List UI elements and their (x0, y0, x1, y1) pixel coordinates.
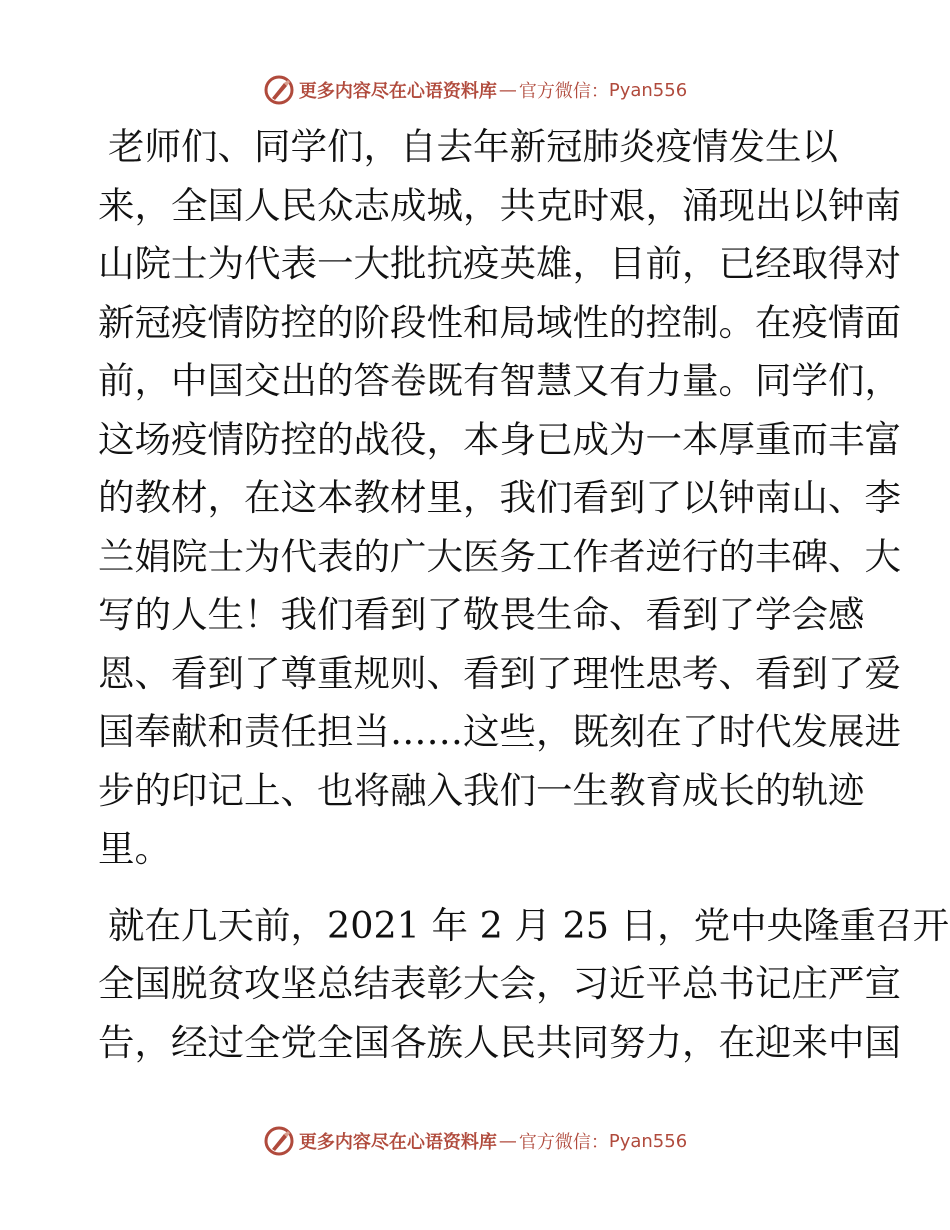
text-line: 步的印记上、也将融入我们一生教育成长的轨迹 (98, 768, 865, 812)
paragraph (98, 124, 901, 885)
text-line: 里。 (98, 827, 171, 870)
watermark-separator: — (498, 79, 517, 101)
footer-watermark (0, 1123, 950, 1159)
watermark-separator: — (498, 1130, 517, 1152)
text-line: 的教材，在这本教材里，我们看到了以钟南山、李 (98, 476, 901, 519)
paragraph (98, 903, 950, 1079)
text-line: 山院士为代表一大批抗疫英雄，目前，已经取得对 (98, 242, 901, 285)
text-line: 老师们、同学们，自去年新冠肺炎疫情发生以 (108, 125, 838, 168)
pen-logo-icon (263, 1125, 295, 1157)
pen-logo-icon (263, 74, 295, 106)
document-body (98, 124, 950, 1078)
text-line: 兰娟院士为代表的广大医务工作者逆行的丰碑、大 (98, 534, 901, 578)
watermark-main-text: 更多内容尽在心语资料库 (298, 81, 497, 102)
watermark-main-text: 更多内容尽在心语资料库 (298, 1132, 497, 1153)
watermark-label: 官方微信： (518, 1132, 609, 1153)
text-line: 告，经过全党全国各族人民共同努力，在迎来中国 (98, 1020, 901, 1064)
text-line: 国奉献和责任担当……这些，既刻在了时代发展进 (98, 710, 901, 753)
text-line: 这场疫情防控的战役，本身已成为一本厚重而丰富 (98, 417, 901, 461)
header-watermark (0, 72, 950, 108)
text-line: 恩、看到了尊重规则、看到了理性思考、看到了爱 (98, 651, 901, 695)
text-line: 全国脱贫攻坚总结表彰大会，习近平总书记庄严宣 (98, 962, 901, 1005)
text-line: 前，中国交出的答卷既有智慧又有力量。同学们， (98, 359, 901, 402)
watermark-account: Pyan556 (608, 79, 688, 101)
paragraph-spacer (98, 885, 858, 903)
watermark-account: Pyan556 (608, 1130, 688, 1152)
text-line: 来，全国人民众志成城，共克时艰，涌现出以钟南 (98, 183, 901, 227)
watermark-label: 官方微信： (518, 81, 609, 102)
text-line: 新冠疫情防控的阶段性和局域性的控制。在疫情面 (98, 300, 901, 344)
text-line: 就在几天前，2021 年 2 月 25 日，党中央隆重召开 (108, 903, 950, 947)
text-line: 写的人生！我们看到了敬畏生命、看到了学会感 (98, 593, 865, 636)
